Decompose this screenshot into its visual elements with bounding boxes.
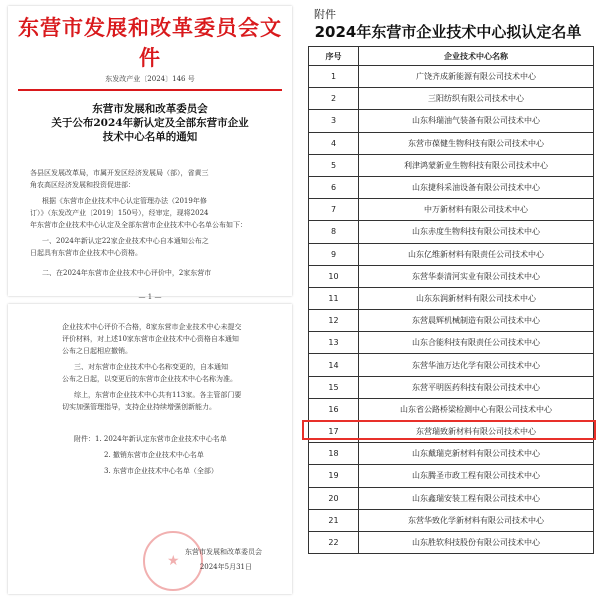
row-number: 11	[309, 287, 359, 309]
table-row	[309, 421, 594, 443]
company-name: 东营瑞致新材料有限公司技术中心	[359, 421, 594, 443]
notice-title-line: 技术中心名单的通知	[102, 131, 198, 143]
company-name: 东营华泰清河实业有限公司技术中心	[359, 265, 594, 287]
body-line: 根据《东营市企业技术中心认定管理办法（2019年修	[42, 197, 207, 205]
body-line: 一、2024年新认定22家企业技术中心自本通知公布之	[42, 237, 209, 245]
column-header-name: 企业技术中心名称	[359, 47, 594, 66]
company-name: 山东合能科技有限责任公司技术中心	[359, 332, 594, 354]
body-line: 企业技术中心评价不合格，8家东营市企业技术中心未提交	[62, 323, 242, 331]
row-number: 22	[309, 531, 359, 553]
notice-title-line: 关于公布2024年新认定及全部东营市企业	[51, 117, 249, 129]
table-body	[309, 66, 594, 554]
table-row	[309, 287, 594, 309]
body-line: 年东营市企业技术中心认定及全部东营市企业技术中心名单公布如下：	[30, 221, 247, 229]
company-name: 东营市葆健生物科技有限公司技术中心	[359, 132, 594, 154]
company-name: 山东赤度生物科技有限公司技术中心	[359, 221, 594, 243]
notice-page-1	[8, 6, 292, 301]
table-row	[309, 265, 594, 287]
company-name: 三阳纺织有限公司技术中心	[359, 88, 594, 110]
body-line: 公布之日起，以变更后的东营市企业技术中心名称为准。	[62, 375, 237, 383]
table-row	[309, 243, 594, 265]
row-number: 10	[309, 265, 359, 287]
column-header-seq: 序号	[309, 47, 359, 66]
row-number: 14	[309, 354, 359, 376]
company-name: 山东戴瑞克新材料有限公司技术中心	[359, 443, 594, 465]
table-row	[309, 465, 594, 487]
company-name: 东营晨辉机械制造有限公司技术中心	[359, 310, 594, 332]
company-name: 山东省公路桥梁检测中心有限公司技术中心	[359, 398, 594, 420]
company-name: 山东东润新材料有限公司技术中心	[359, 287, 594, 309]
table-row	[309, 66, 594, 88]
row-number: 17	[309, 421, 359, 443]
company-name: 利津鸿蒙新业生物科技有限公司技术中心	[359, 154, 594, 176]
company-name: 广饶齐成新能源有限公司技术中心	[359, 66, 594, 88]
body-line: 公布之日起相应撤销。	[62, 347, 132, 355]
official-seal	[143, 531, 203, 591]
company-name: 东营华致化学新材料有限公司技术中心	[359, 509, 594, 531]
company-name: 山东捷科采油设备有限公司技术中心	[359, 176, 594, 198]
row-number: 16	[309, 398, 359, 420]
company-list-table	[308, 46, 594, 554]
body-line: 综上，东营市企业技术中心共有113家。各主管部门要	[74, 391, 242, 399]
table-row	[309, 376, 594, 398]
row-number: 7	[309, 199, 359, 221]
company-name: 东营华油万达化学有限公司技术中心	[359, 354, 594, 376]
body-line: 切实加强管理指导，支持企业持续增强创新能力。	[62, 403, 216, 411]
table-row	[309, 199, 594, 221]
row-number: 13	[309, 332, 359, 354]
body-line: 角农高区经济发展和投资促进部：	[30, 181, 135, 189]
attachment-line: 2. 撤销东营市企业技术中心名单	[104, 451, 204, 459]
table-header-row	[309, 47, 594, 66]
table-row	[309, 398, 594, 420]
body-line: 三、对东营市企业技术中心名称变更的，自本通知	[74, 363, 228, 371]
row-number: 2	[309, 88, 359, 110]
body-line: 二、在2024年东营市企业技术中心评价中，2家东营市	[42, 269, 212, 277]
row-number: 5	[309, 154, 359, 176]
attachment-line: 3. 东营市企业技术中心名单（全部）	[104, 467, 218, 475]
table-row	[309, 154, 594, 176]
signature-date: 2024年5月31日	[199, 563, 252, 571]
table-row	[309, 487, 594, 509]
row-number: 3	[309, 110, 359, 132]
red-header: 东营市发展和改革委员会文件	[18, 15, 282, 70]
table-row	[309, 443, 594, 465]
table-row	[309, 332, 594, 354]
signature: 东营市发展和改革委员会	[185, 548, 262, 556]
table-row	[309, 110, 594, 132]
document-number: 东发改产业〔2024〕146 号	[105, 75, 195, 83]
body-line: 日起具有东营市企业技术中心资格。	[30, 249, 142, 257]
company-name: 中万新材料有限公司技术中心	[359, 199, 594, 221]
company-name: 山东科瑞油气装备有限公司技术中心	[359, 110, 594, 132]
row-number: 19	[309, 465, 359, 487]
row-number: 12	[309, 310, 359, 332]
table-row	[309, 88, 594, 110]
row-number: 6	[309, 176, 359, 198]
row-number: 1	[309, 66, 359, 88]
row-number: 20	[309, 487, 359, 509]
table-row	[309, 132, 594, 154]
table-row	[309, 310, 594, 332]
row-number: 9	[309, 243, 359, 265]
notice-title-line: 东营市发展和改革委员会	[92, 103, 208, 115]
company-name: 山东亿维新材料有限责任公司技术中心	[359, 243, 594, 265]
body-line: 订）》（东发改产业〔2019〕150号），经审定，现将2024	[30, 209, 209, 217]
table-row	[309, 354, 594, 376]
row-number: 4	[309, 132, 359, 154]
row-number: 15	[309, 376, 359, 398]
row-number: 18	[309, 443, 359, 465]
attachment-line: 附件：1. 2024年新认定东营市企业技术中心名单	[74, 435, 227, 443]
row-number: 8	[309, 221, 359, 243]
company-name: 山东胜软科技股份有限公司技术中心	[359, 531, 594, 553]
table-row	[309, 509, 594, 531]
table-row	[309, 221, 594, 243]
company-name: 山东腾圣市政工程有限公司技术中心	[359, 465, 594, 487]
list-title: 2024年东营市企业技术中心拟认定名单	[314, 23, 582, 41]
table-row	[309, 531, 594, 553]
body-line: 各县区发展改革局，市属开发区经济发展局（部），省黄三	[30, 169, 209, 177]
page-number: — 1 —	[138, 293, 162, 301]
row-number: 21	[309, 509, 359, 531]
attachment-list-panel	[300, 4, 596, 596]
attachment-label: 附件	[314, 8, 336, 21]
notice-page-2	[8, 304, 292, 594]
company-name: 东营平明医药科技有限公司技术中心	[359, 376, 594, 398]
body-line: 评价材料，对上述10家东营市企业技术中心资格自本通知	[62, 335, 239, 343]
seal-star-icon: ★	[167, 553, 180, 569]
company-name: 山东鑫瑞安装工程有限公司技术中心	[359, 487, 594, 509]
table-row	[309, 176, 594, 198]
red-divider	[18, 89, 282, 91]
